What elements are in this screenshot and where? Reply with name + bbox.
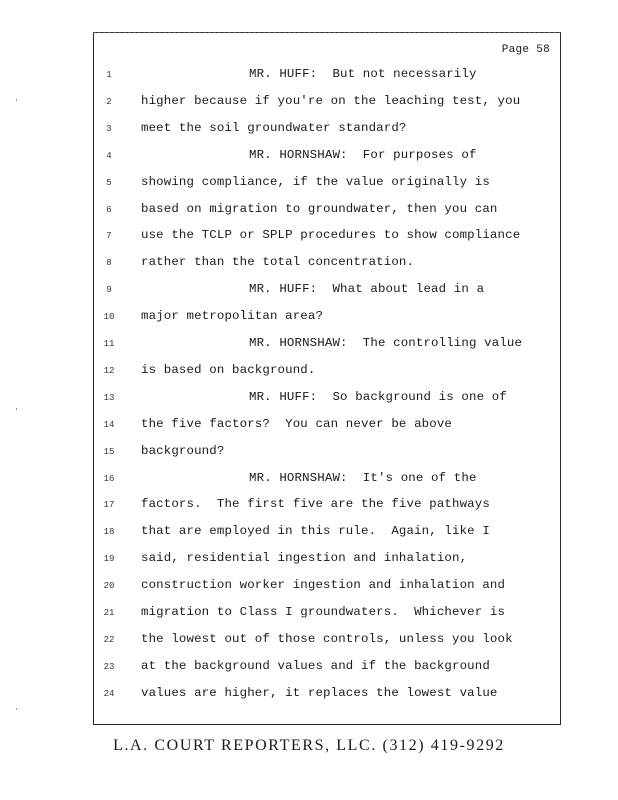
line-text: MR. HORNSHAW: It's one of the: [249, 470, 477, 485]
margin-tick: ·: [14, 705, 19, 714]
line-text: the five factors? You can never be above: [141, 416, 453, 431]
line-text: rather than the total concentration.: [141, 255, 415, 270]
line-number: 5: [106, 177, 112, 188]
line-text: background?: [141, 443, 225, 458]
line-text: MR. HORNSHAW: The controlling value: [249, 336, 523, 350]
transcript-line: [94, 659, 562, 679]
line-text: values are higher, it replaces the lowest value: [141, 685, 498, 700]
line-number: 16: [103, 473, 115, 484]
footer-reporter-info: L.A. COURT REPORTERS, LLC. (312) 419-9292: [113, 737, 505, 754]
transcript-line: [94, 578, 562, 598]
line-text: MR. HUFF: But not necessarily: [249, 67, 477, 81]
line-number: 21: [103, 608, 115, 618]
line-number: 17: [103, 500, 115, 511]
line-text: MR. HUFF: So background is one of: [249, 389, 507, 404]
line-text: MR. HUFF: What about lead in a: [249, 282, 485, 297]
line-number: 14: [103, 419, 115, 430]
line-number: 22: [103, 634, 115, 645]
transcript-line: [94, 309, 562, 329]
transcript-line: [94, 148, 562, 168]
transcript-line: [94, 417, 562, 437]
line-text: higher because if you're on the leaching test, you: [141, 93, 521, 108]
line-number: 2: [106, 96, 112, 107]
line-text: use the TCLP or SPLP procedures to show compliance: [141, 228, 521, 243]
transcript-line: [94, 444, 562, 464]
transcript-line: [94, 94, 562, 114]
line-number: 15: [103, 446, 115, 457]
transcript-line: [94, 202, 562, 222]
transcript-page-frame: [93, 32, 561, 725]
line-text: construction worker ingestion and inhalation and: [141, 578, 506, 593]
line-number: 6: [106, 204, 112, 215]
transcript-line: [94, 228, 562, 248]
line-text: at the background values and if the background: [141, 658, 490, 673]
transcript-line: [94, 67, 562, 87]
margin-tick: ·: [14, 405, 19, 414]
transcript-line: [94, 605, 562, 625]
line-number: 18: [103, 527, 115, 538]
line-text: based on migration to groundwater, then you can: [141, 201, 498, 216]
transcript-line: [94, 121, 562, 141]
line-text: factors. The first five are the five pathways: [141, 497, 490, 512]
transcript-line: [94, 390, 562, 410]
line-number: 19: [103, 554, 115, 565]
line-text: the lowest out of those controls, unless you look: [141, 631, 513, 646]
line-text: meet the soil groundwater standard?: [141, 120, 407, 135]
transcript-line: [94, 175, 562, 195]
transcript-line: [94, 282, 562, 302]
line-number: 3: [106, 123, 112, 134]
line-number: 13: [103, 392, 115, 403]
transcript-line: [94, 497, 562, 517]
line-text: MR. HORNSHAW: For purposes of: [249, 147, 477, 162]
margin-tick: ·: [14, 96, 19, 105]
line-number: 9: [106, 285, 112, 296]
transcript-line: [94, 336, 562, 356]
line-text: said, residential ingestion and inhalation,: [141, 551, 468, 566]
line-number: 10: [103, 312, 115, 323]
line-number: 8: [106, 258, 112, 269]
line-text: that are employed in this rule. Again, like I: [141, 524, 490, 539]
transcript-line: [94, 551, 562, 571]
line-text: major metropolitan area?: [141, 309, 324, 324]
line-number: 23: [103, 661, 115, 672]
line-text: showing compliance, if the value originally is: [141, 174, 490, 189]
line-text: is based on background.: [141, 362, 316, 377]
transcript-line: [94, 255, 562, 275]
line-number: 12: [103, 365, 115, 376]
transcript-line: [94, 363, 562, 383]
line-number: 24: [103, 688, 115, 699]
line-text: migration to Class I groundwaters. Whichever is: [141, 605, 506, 619]
line-number: 20: [103, 581, 115, 592]
transcript-line: [94, 471, 562, 491]
page-number: Page 58: [501, 44, 550, 56]
line-number: 11: [103, 339, 115, 349]
line-number: 7: [106, 231, 112, 242]
transcript-line: [94, 686, 562, 706]
line-number: 1: [106, 70, 112, 80]
line-number: 4: [106, 150, 112, 161]
transcript-line: [94, 524, 562, 544]
transcript-line: [94, 632, 562, 652]
